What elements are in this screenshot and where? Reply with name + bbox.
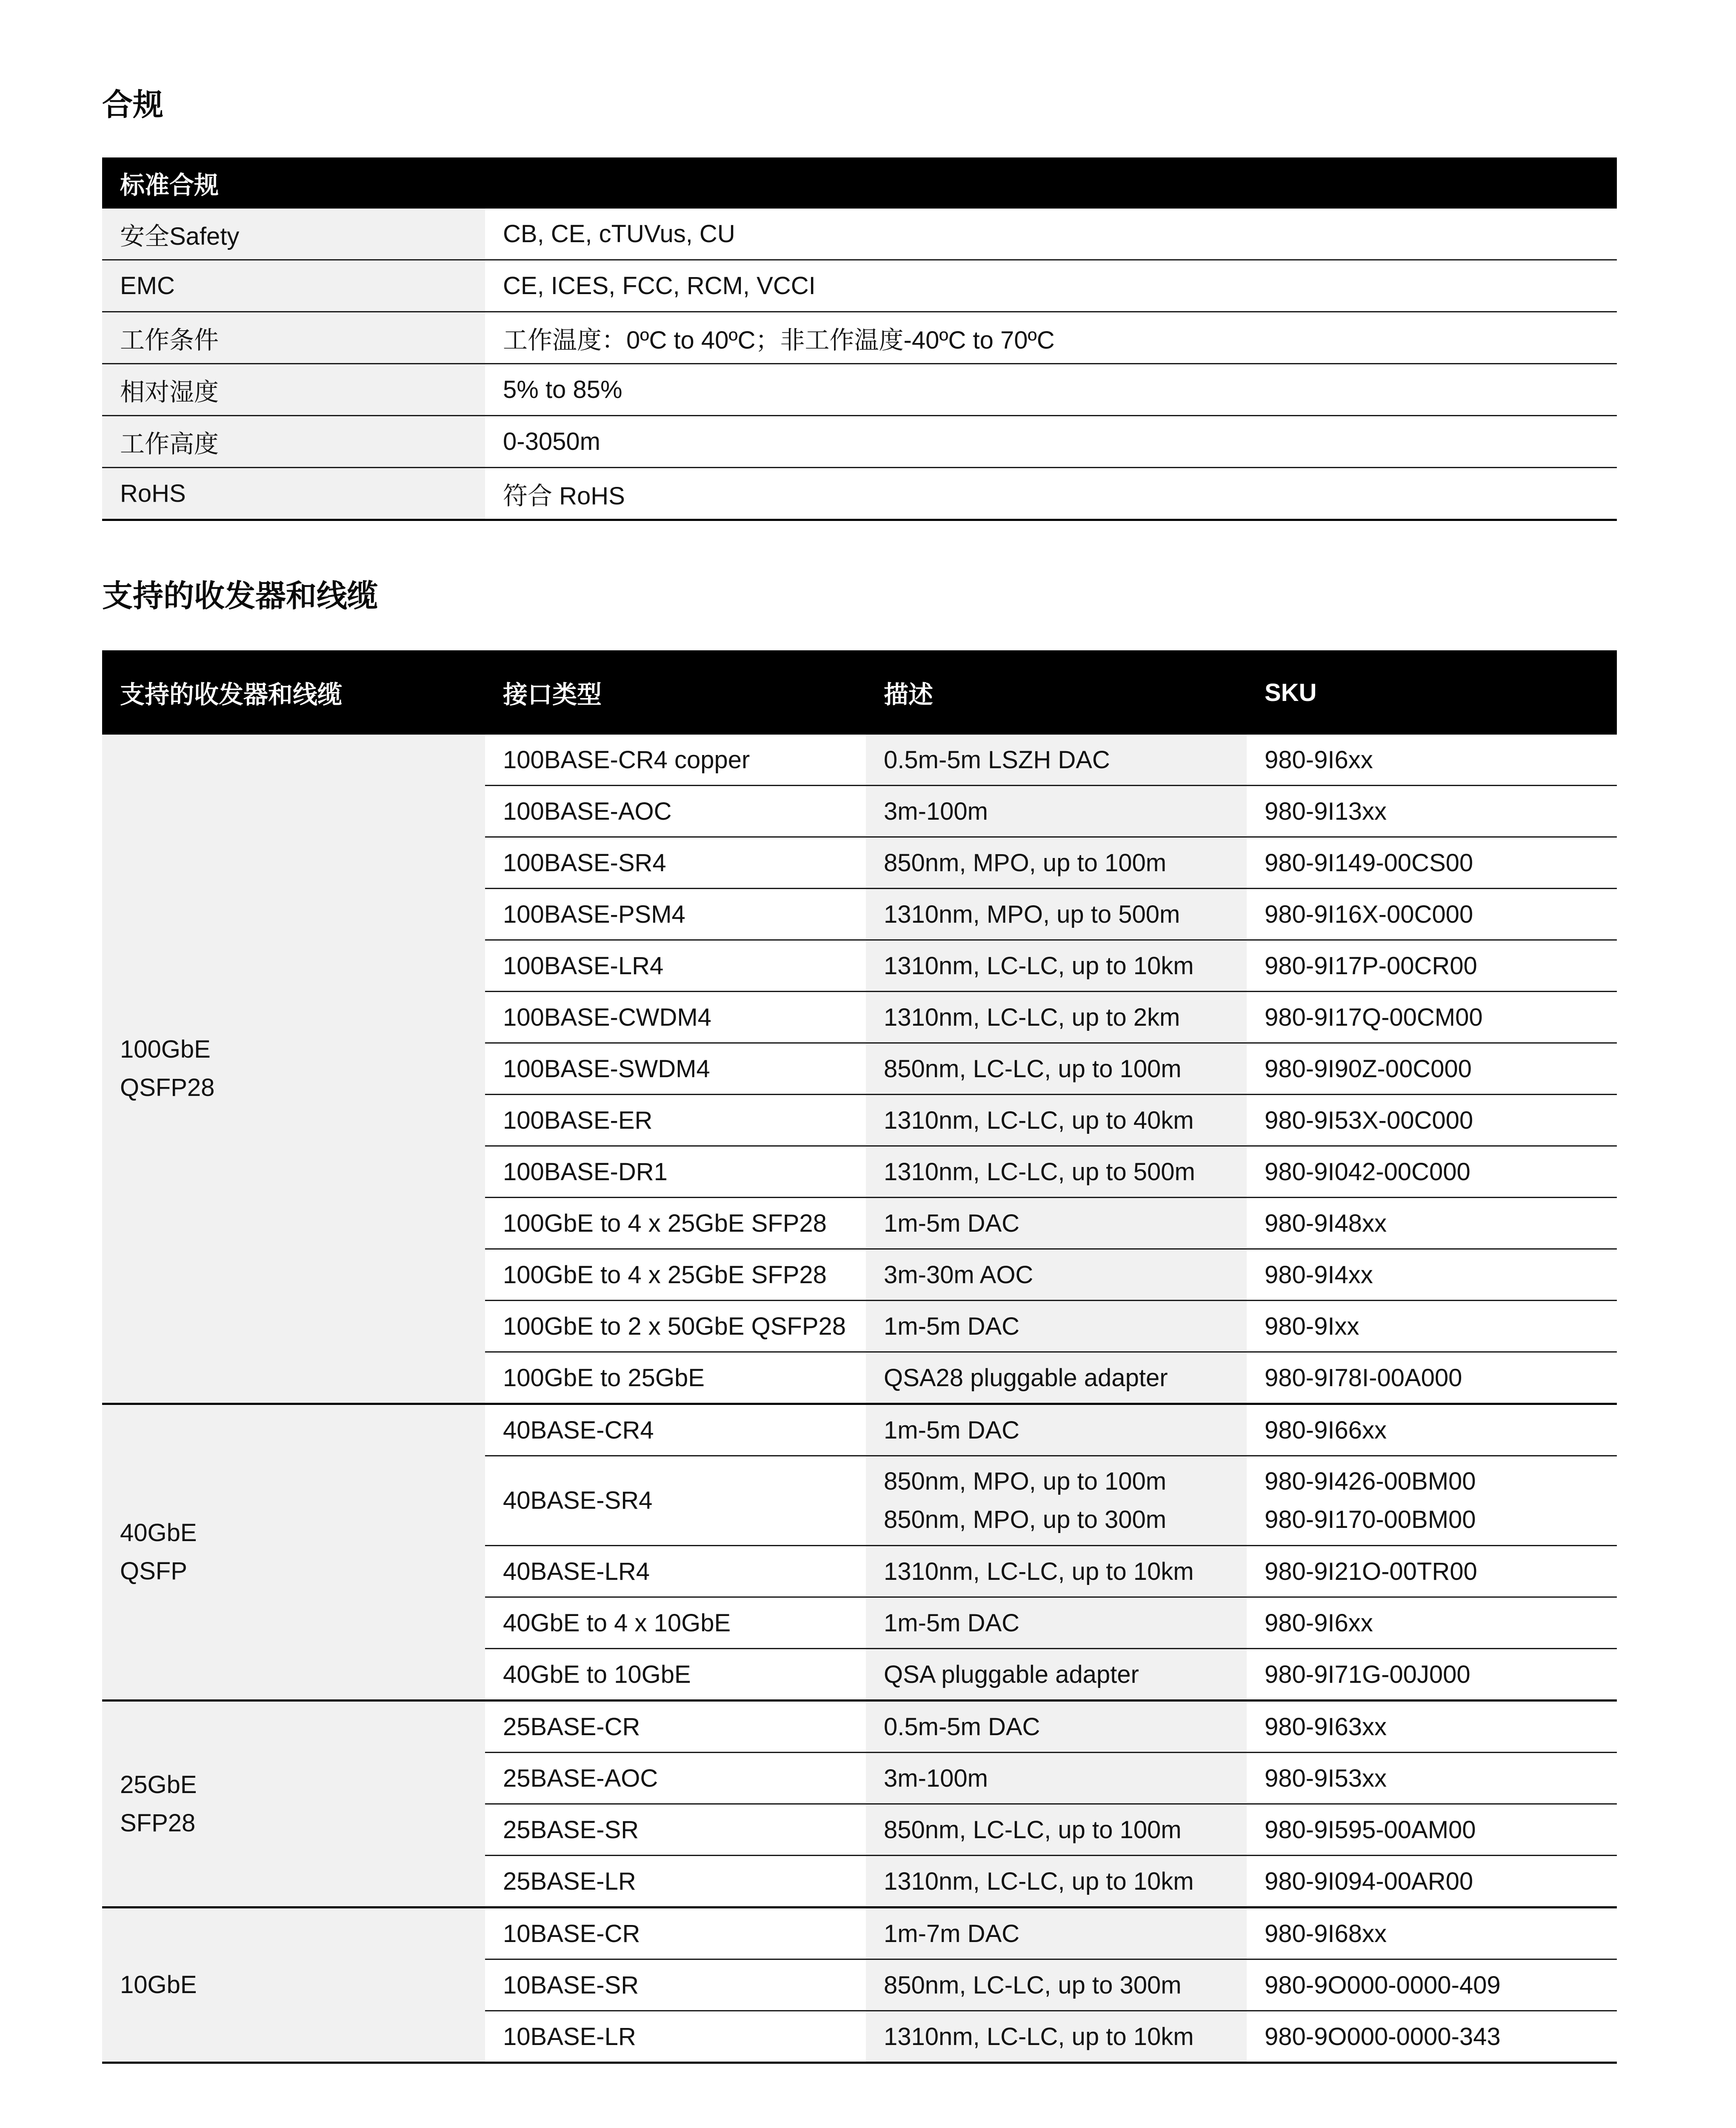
description-cell: 1310nm, MPO, up to 500m: [866, 889, 1247, 940]
sku-cell: 980-9I595-00AM00: [1247, 1804, 1617, 1856]
interface-type-cell: 10BASE-LR: [485, 2011, 866, 2063]
sku-cell: 980-9I16X-00C000: [1247, 889, 1617, 940]
compliance-value: 0-3050m: [485, 416, 1617, 468]
compliance-value: CE, ICES, FCC, RCM, VCCI: [485, 260, 1617, 312]
table-row: [102, 1908, 1617, 1959]
interface-type-cell: 100BASE-SR4: [485, 837, 866, 889]
compliance-row: [102, 364, 1617, 416]
table-row: [102, 735, 1617, 786]
sku-cell: 980-9I78I-00A000: [1247, 1352, 1617, 1404]
sku-cell: 980-9I66xx: [1247, 1404, 1617, 1456]
interface-type-cell: 100GbE to 4 x 25GbE SFP28: [485, 1198, 866, 1249]
interface-type-cell: 100BASE-LR4: [485, 940, 866, 992]
description-cell: 1m-5m DAC: [866, 1597, 1247, 1649]
interface-type-cell: 100BASE-ER: [485, 1095, 866, 1146]
description-cell: 3m-30m AOC: [866, 1249, 1247, 1301]
sku-cell: 980-9I90Z-00C000: [1247, 1043, 1617, 1095]
sku-cell: 980-9I6xx: [1247, 1597, 1617, 1649]
compliance-label: 工作高度: [102, 416, 485, 468]
group-name-line: 100GbE: [120, 1035, 211, 1063]
sku-cell: 980-9I53X-00C000: [1247, 1095, 1617, 1146]
description-cell: 1310nm, LC-LC, up to 10km: [866, 1856, 1247, 1908]
compliance-table-header-row: [102, 157, 1617, 209]
sku-cell: 980-9I17Q-00CM00: [1247, 992, 1617, 1043]
interface-type-cell: 100GbE to 25GbE: [485, 1352, 866, 1404]
interface-type-cell: 25BASE-CR: [485, 1701, 866, 1753]
interface-type-cell: 40BASE-CR4: [485, 1404, 866, 1456]
sku-cell: 980-9I48xx: [1247, 1198, 1617, 1249]
compliance-value: 符合 RoHS: [485, 468, 1617, 520]
compliance-value: 工作温度：0ºC to 40ºC；非工作温度-40ºC to 70ºC: [485, 312, 1617, 364]
description-cell: 1310nm, LC-LC, up to 10km: [866, 940, 1247, 992]
description-cell: 1310nm, LC-LC, up to 10km: [866, 1546, 1247, 1597]
group-name-cell: [102, 735, 485, 1404]
transceivers-table-body: [102, 735, 1617, 2063]
group-name-line: QSFP: [120, 1557, 187, 1585]
interface-type-cell: 40GbE to 10GbE: [485, 1649, 866, 1701]
description-line: 850nm, MPO, up to 300m: [884, 1506, 1167, 1533]
compliance-table: [102, 157, 1617, 521]
sku-cell: 980-9I6xx: [1247, 735, 1617, 786]
interface-type-cell: 100GbE to 2 x 50GbE QSFP28: [485, 1301, 866, 1352]
compliance-label: RoHS: [102, 468, 485, 520]
interface-type-cell: 100GbE to 4 x 25GbE SFP28: [485, 1249, 866, 1301]
interface-type-cell: 40BASE-SR4: [485, 1456, 866, 1546]
compliance-row: [102, 416, 1617, 468]
description-cell: 1m-7m DAC: [866, 1908, 1247, 1959]
compliance-row: [102, 468, 1617, 520]
transceivers-table: [102, 650, 1617, 2064]
description-cell: 850nm, MPO, up to 100m: [866, 837, 1247, 889]
description-cell: 1m-5m DAC: [866, 1198, 1247, 1249]
description-cell: 850nm, LC-LC, up to 100m: [866, 1043, 1247, 1095]
header-sku: SKU: [1247, 650, 1617, 735]
interface-type-cell: 40BASE-LR4: [485, 1546, 866, 1597]
description-cell: 850nm, LC-LC, up to 100m: [866, 1804, 1247, 1856]
description-cell: 1m-5m DAC: [866, 1301, 1247, 1352]
group-name-line: 10GbE: [120, 1971, 197, 1999]
sku-line: 980-9I170-00BM00: [1265, 1506, 1476, 1533]
group-name-line: SFP28: [120, 1809, 196, 1837]
description-cell: 1310nm, LC-LC, up to 2km: [866, 992, 1247, 1043]
compliance-label: 安全Safety: [102, 209, 485, 260]
group-name-line: QSFP28: [120, 1074, 215, 1101]
transceivers-heading: 支持的收发器和线缆: [102, 578, 378, 614]
header-interface-type: 接口类型: [485, 650, 866, 735]
compliance-label: 工作条件: [102, 312, 485, 364]
description-cell: 3m-100m: [866, 786, 1247, 837]
sku-cell: 980-9I17P-00CR00: [1247, 940, 1617, 992]
interface-type-cell: 100BASE-SWDM4: [485, 1043, 866, 1095]
description-cell: QSA28 pluggable adapter: [866, 1352, 1247, 1404]
group-name-cell: [102, 1404, 485, 1701]
interface-type-cell: 100BASE-PSM4: [485, 889, 866, 940]
group-name-cell: [102, 1701, 485, 1908]
interface-type-cell: 100BASE-AOC: [485, 786, 866, 837]
sku-cell: 980-9I4xx: [1247, 1249, 1617, 1301]
sku-cell: 980-9O000-0000-343: [1247, 2011, 1617, 2063]
compliance-row: [102, 260, 1617, 312]
description-cell: 850nm, LC-LC, up to 300m: [866, 1959, 1247, 2011]
interface-type-cell: 10BASE-CR: [485, 1908, 866, 1959]
sku-cell: [1247, 1456, 1617, 1546]
compliance-table-header: 标准合规: [102, 157, 1617, 209]
group-name-line: 40GbE: [120, 1519, 197, 1547]
group-name-line: 25GbE: [120, 1770, 197, 1799]
sku-cell: 980-9I63xx: [1247, 1701, 1617, 1753]
sku-cell: 980-9I042-00C000: [1247, 1146, 1617, 1198]
compliance-value: 5% to 85%: [485, 364, 1617, 416]
sku-cell: 980-9I149-00CS00: [1247, 837, 1617, 889]
compliance-label: EMC: [102, 260, 485, 312]
description-cell: 1310nm, LC-LC, up to 40km: [866, 1095, 1247, 1146]
header-description: 描述: [866, 650, 1247, 735]
description-cell: QSA pluggable adapter: [866, 1649, 1247, 1701]
interface-type-cell: 40GbE to 4 x 10GbE: [485, 1597, 866, 1649]
description-cell: 1310nm, LC-LC, up to 500m: [866, 1146, 1247, 1198]
transceivers-table-header-row: [102, 650, 1617, 735]
description-cell: [866, 1456, 1247, 1546]
description-cell: 1310nm, LC-LC, up to 10km: [866, 2011, 1247, 2063]
description-cell: 1m-5m DAC: [866, 1404, 1247, 1456]
sku-cell: 980-9O000-0000-409: [1247, 1959, 1617, 2011]
sku-cell: 980-9I094-00AR00: [1247, 1856, 1617, 1908]
sku-cell: 980-9I53xx: [1247, 1753, 1617, 1804]
sku-cell: 980-9Ixx: [1247, 1301, 1617, 1352]
table-row: [102, 1404, 1617, 1456]
sku-line: 980-9I426-00BM00: [1265, 1467, 1476, 1495]
group-name-cell: [102, 1908, 485, 2063]
description-line: 850nm, MPO, up to 100m: [884, 1467, 1167, 1495]
description-cell: 0.5m-5m LSZH DAC: [866, 735, 1247, 786]
sku-cell: 980-9I68xx: [1247, 1908, 1617, 1959]
compliance-value: CB, CE, cTUVus, CU: [485, 209, 1617, 260]
interface-type-cell: 100BASE-CR4 copper: [485, 735, 866, 786]
interface-type-cell: 100BASE-DR1: [485, 1146, 866, 1198]
interface-type-cell: 10BASE-SR: [485, 1959, 866, 2011]
compliance-label: 相对湿度: [102, 364, 485, 416]
description-cell: 0.5m-5m DAC: [866, 1701, 1247, 1753]
interface-type-cell: 100BASE-CWDM4: [485, 992, 866, 1043]
compliance-row: [102, 312, 1617, 364]
sku-cell: 980-9I71G-00J000: [1247, 1649, 1617, 1701]
compliance-table-body: [102, 209, 1617, 520]
sku-cell: 980-9I21O-00TR00: [1247, 1546, 1617, 1597]
compliance-row: [102, 209, 1617, 260]
interface-type-cell: 25BASE-LR: [485, 1856, 866, 1908]
table-row: [102, 1701, 1617, 1753]
sku-cell: 980-9I13xx: [1247, 786, 1617, 837]
header-cables: 支持的收发器和线缆: [102, 650, 485, 735]
interface-type-cell: 25BASE-AOC: [485, 1753, 866, 1804]
interface-type-cell: 25BASE-SR: [485, 1804, 866, 1856]
description-cell: 3m-100m: [866, 1753, 1247, 1804]
compliance-heading: 合规: [102, 87, 164, 123]
